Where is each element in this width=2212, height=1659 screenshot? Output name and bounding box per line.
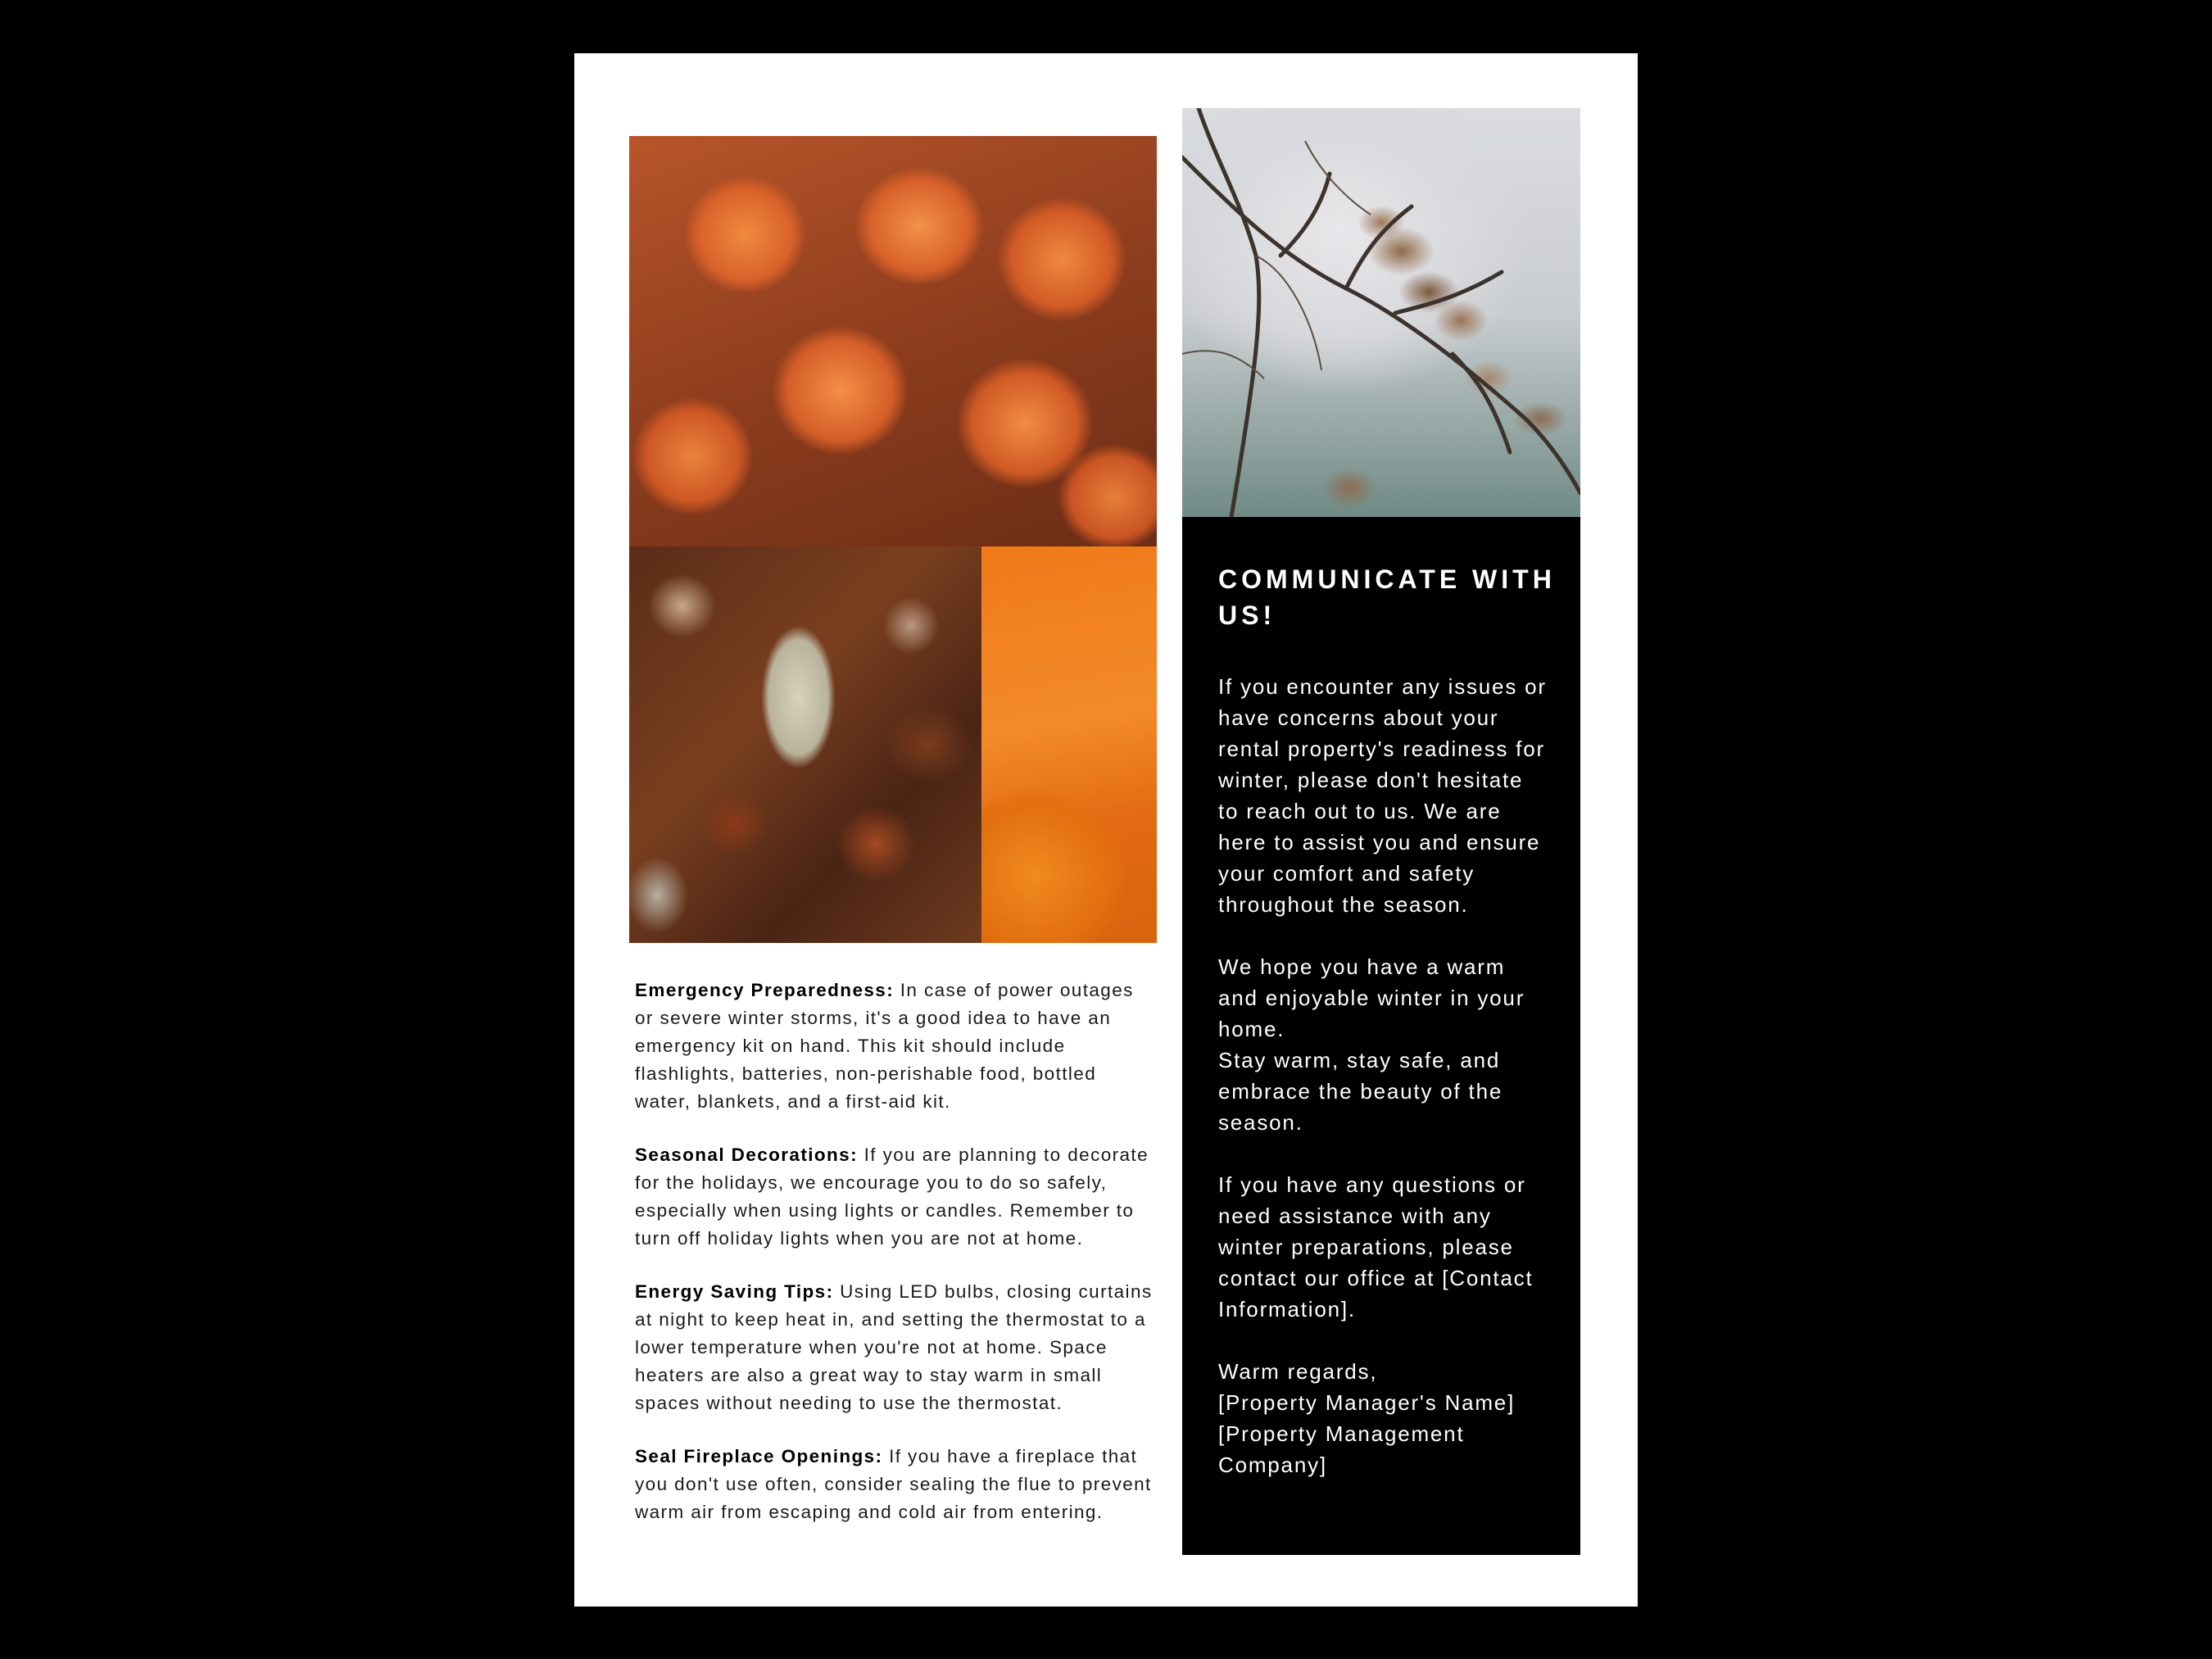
tip-heading: Seasonal Decorations: bbox=[635, 1145, 858, 1165]
orange-leaf-photo bbox=[981, 546, 1157, 943]
tip-emergency-preparedness bbox=[635, 977, 1156, 1116]
tip-seal-fireplace bbox=[635, 1443, 1156, 1526]
tips-column bbox=[635, 977, 1156, 1552]
communicate-paragraph: We hope you have a warm and enjoyable winter in your home. bbox=[1218, 954, 1525, 1041]
tip-text: If you are planning to decorate for the holidays, we encourage you to do so safely, especially when using lights or candles. Remember to turn off holiday lights when you are not at home. bbox=[635, 1145, 1149, 1249]
communicate-body bbox=[1218, 671, 1550, 1480]
tip-seasonal-decorations bbox=[635, 1141, 1156, 1253]
tip-heading: Energy Saving Tips: bbox=[635, 1281, 834, 1302]
branch-lines-graphic bbox=[1182, 108, 1580, 517]
tip-text: In case of power outages or severe winter storms, it's a good idea to have an emergency kit on hand. This kit should include flashlights, batteries, non-perishable food, bottled water, blankets, and a first-aid kit. bbox=[635, 980, 1134, 1112]
dry-leaves-branch-photo bbox=[1182, 108, 1580, 517]
signature-line: [Property Manager's Name] [Property Management Company] bbox=[1218, 1390, 1516, 1477]
communicate-paragraph: If you have any questions or need assistance with any winter preparations, please contact our office at [Contact Information]. bbox=[1218, 1172, 1534, 1321]
closing-line: Warm regards, bbox=[1218, 1359, 1378, 1384]
communicate-paragraph: Stay warm, stay safe, and embrace the beauty of the season. bbox=[1218, 1048, 1503, 1135]
communicate-title: COMMUNICATE WITH US! bbox=[1218, 564, 1556, 630]
tip-heading: Emergency Preparedness: bbox=[635, 980, 895, 1000]
tip-text: If you have a fireplace that you don't use often, consider sealing the flue to prevent warm air from escaping and cold air from entering. bbox=[635, 1446, 1152, 1522]
fallen-leaves-photo bbox=[629, 546, 981, 943]
communicate-box bbox=[1182, 517, 1580, 1555]
tip-text: Using LED bulbs, closing curtains at night to keep heat in, and setting the thermostat to a lower temperature when you're not at home. Space heaters are also a great way to stay warm in small spaces without needing to use the thermostat. bbox=[635, 1281, 1153, 1413]
communicate-paragraph: If you encounter any issues or have concerns about your rental property's readiness for winter, please don't hesitate to reach out to us. We are here to assist you and ensure your comfort and safety throughout the season. bbox=[1218, 674, 1547, 917]
tip-heading: Seal Fireplace Openings: bbox=[635, 1446, 883, 1466]
pumpkins-photo bbox=[629, 136, 1157, 546]
tip-energy-saving bbox=[635, 1278, 1156, 1417]
